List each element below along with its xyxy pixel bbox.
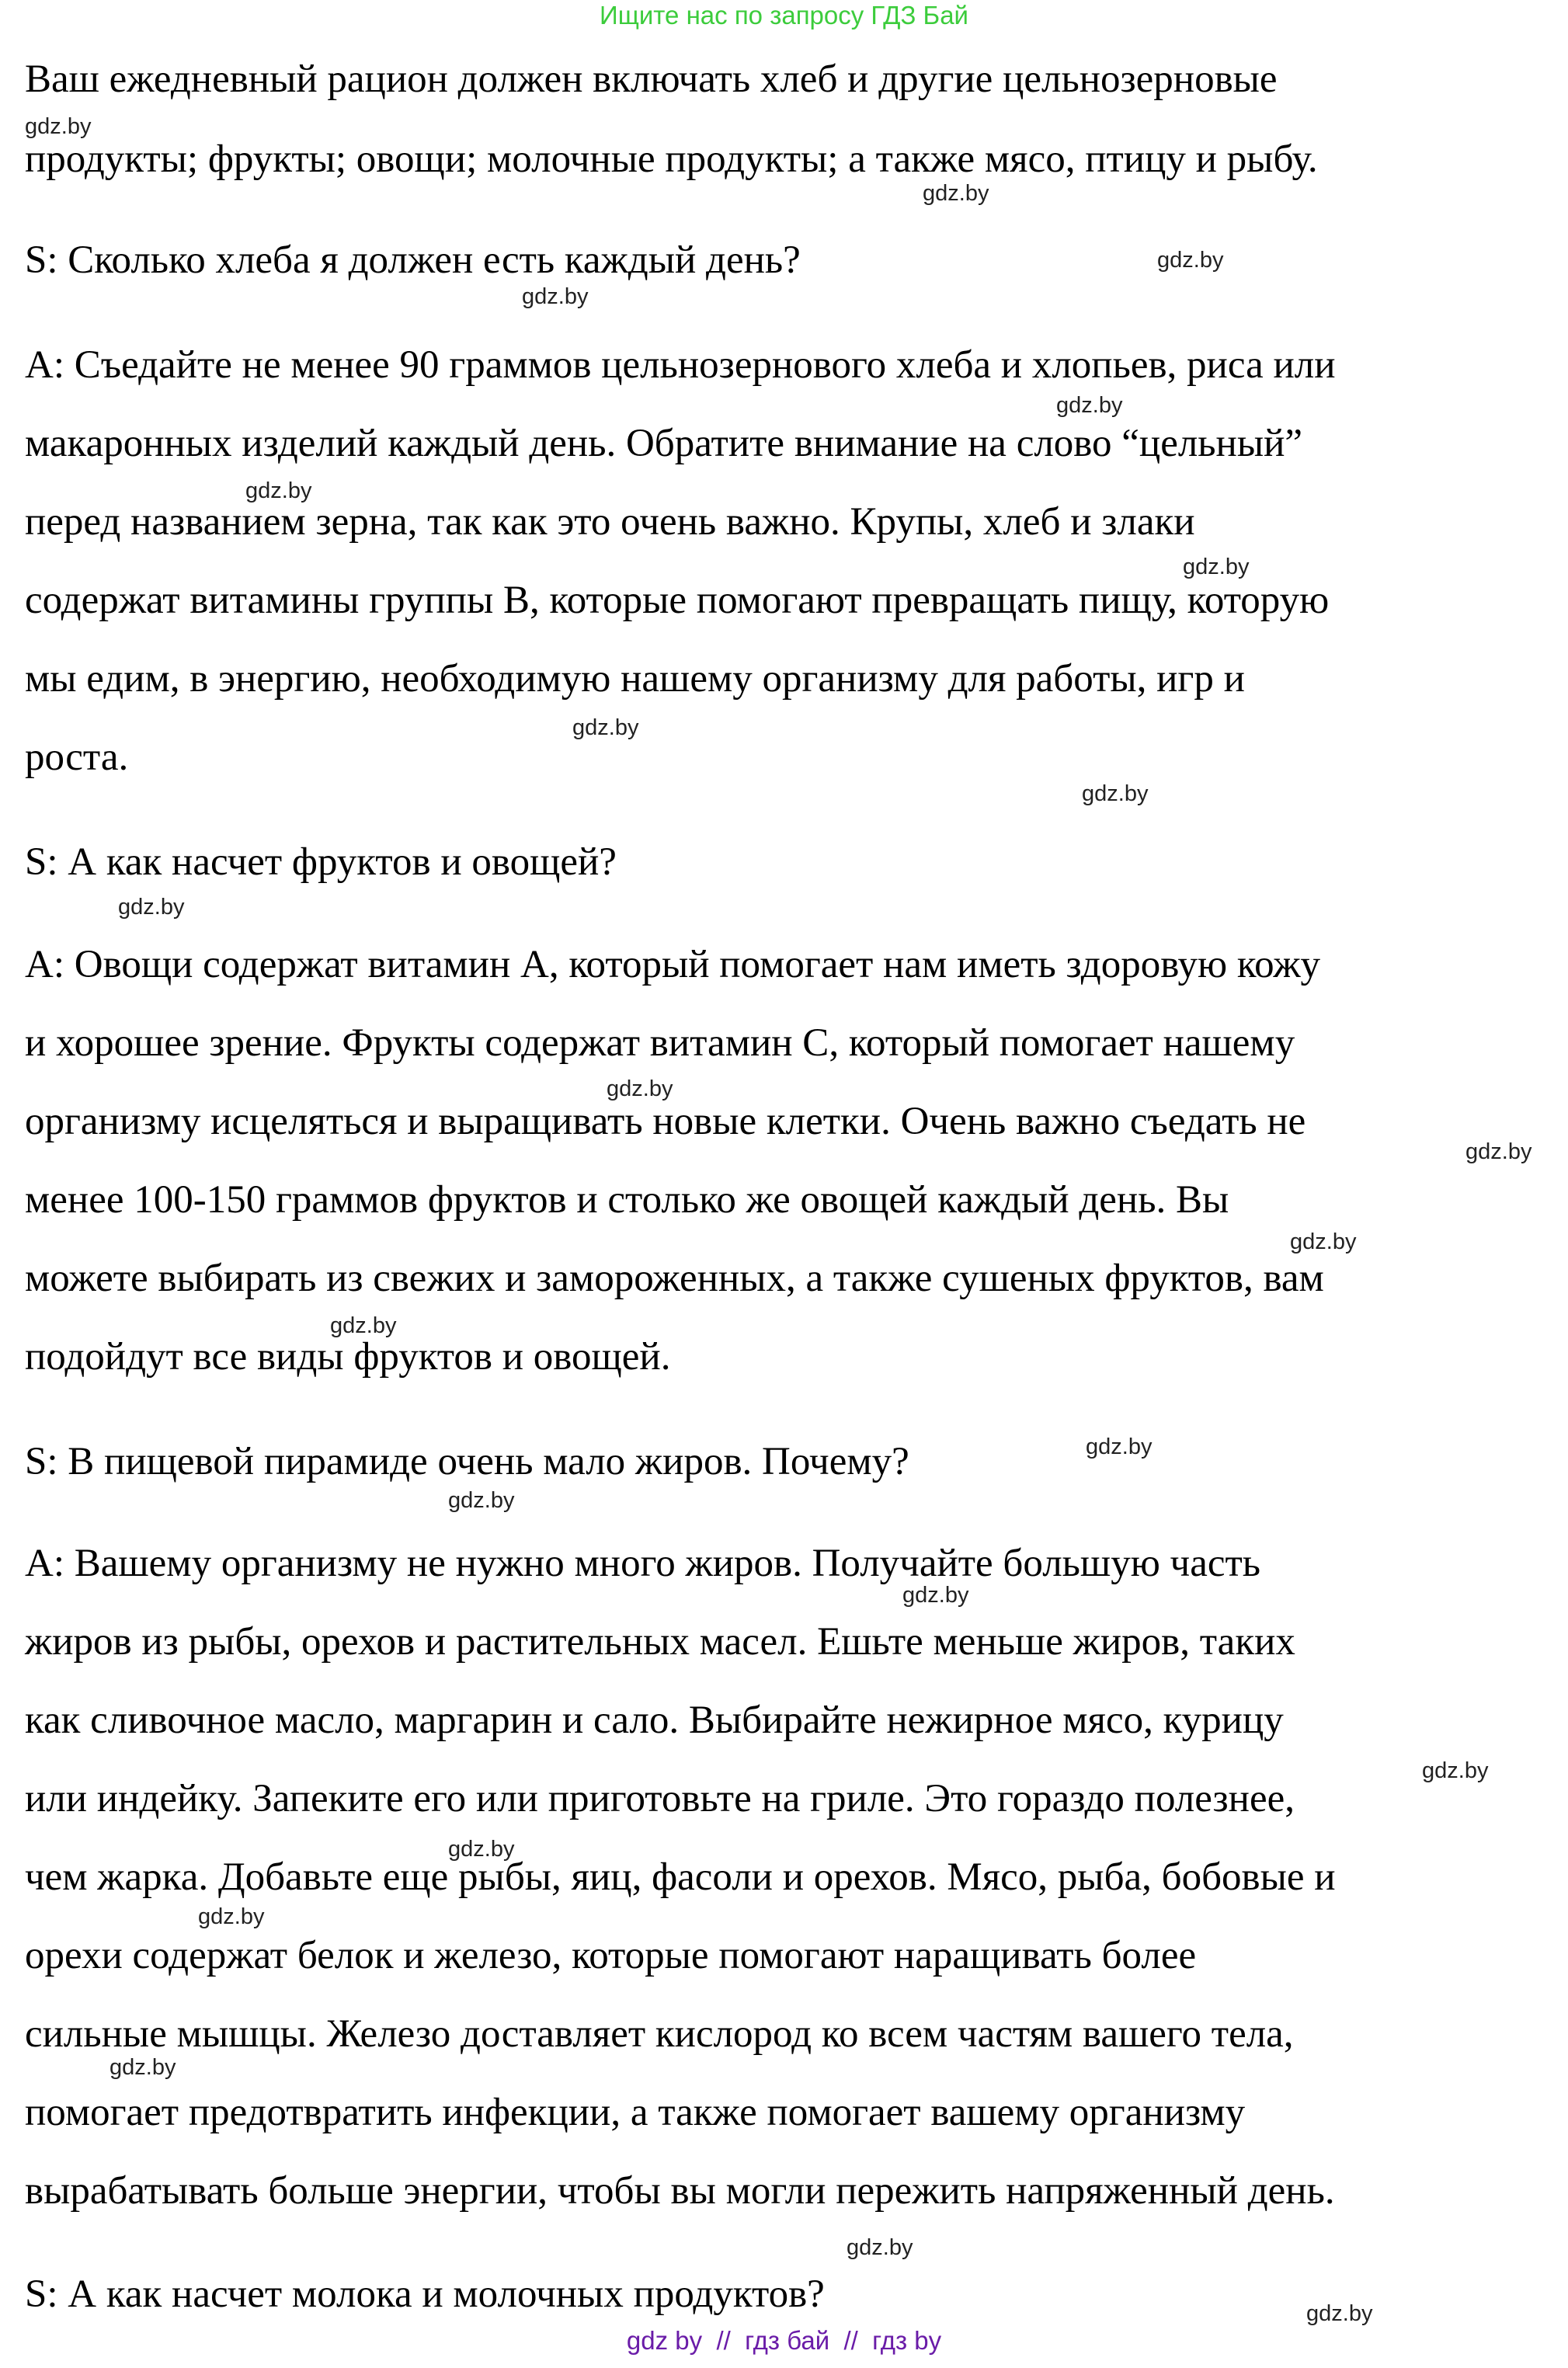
- answer-line: A: Съедайте не менее 90 граммов цельнозернового хлеба и хлопьев, риса или: [25, 343, 1336, 387]
- watermark: gdz.by: [607, 1076, 673, 1101]
- watermark: gdz.by: [448, 1837, 515, 1862]
- watermark: gdz.by: [198, 1904, 265, 1929]
- question-line: S: А как насчет молока и молочных продуктов?: [25, 2272, 825, 2316]
- text-line: мы едим, в энергию, необходимую нашему организму для работы, игр и: [25, 657, 1245, 701]
- watermark: gdz.by: [1290, 1229, 1357, 1254]
- text-line: Ваш ежедневный рацион должен включать хлеб и другие цельнозерновые: [25, 57, 1278, 101]
- text-line: макаронных изделий каждый день. Обратите внимание на слово “цельный”: [25, 422, 1303, 465]
- footer-links: gdz by // гдз бай // гдз by: [626, 2326, 942, 2355]
- question-line: S: В пищевой пирамиде очень мало жиров. Почему?: [25, 1440, 909, 1483]
- watermark: gdz.by: [1086, 1434, 1153, 1459]
- search-banner: Ищите нас по запросу ГДЗ Бай: [600, 1, 968, 30]
- question-line: S: А как насчет фруктов и овощей?: [25, 840, 617, 884]
- text-line: содержат витамины группы B, которые помогают превращать пищу, которую: [25, 579, 1330, 622]
- question-line: S: Сколько хлеба я должен есть каждый день?: [25, 238, 801, 282]
- watermark: gdz.by: [330, 1313, 397, 1338]
- text-line: или индейку. Запеките его или приготовьте на гриле. Это гораздо полезнее,: [25, 1777, 1295, 1820]
- text-line: организму исцеляться и выращивать новые клетки. Очень важно съедать не: [25, 1100, 1306, 1143]
- answer-line: A: Вашему организму не нужно много жиров. Получайте большую часть: [25, 1542, 1261, 1585]
- text-line: чем жарка. Добавьте еще рыбы, яиц, фасоли и орехов. Мясо, рыба, бобовые и: [25, 1855, 1336, 1899]
- text-line: менее 100-150 граммов фруктов и столько же овощей каждый день. Вы: [25, 1178, 1229, 1222]
- watermark: gdz.by: [25, 114, 92, 139]
- text-line: жиров из рыбы, орехов и растительных масел. Ешьте меньше жиров, таких: [25, 1620, 1295, 1664]
- text-line: продукты; фрукты; овощи; молочные продукты; а также мясо, птицу и рыбу.: [25, 137, 1318, 181]
- watermark: gdz.by: [1465, 1139, 1532, 1164]
- watermark: gdz.by: [1082, 781, 1149, 806]
- text-line: подойдут все виды фруктов и овощей.: [25, 1335, 671, 1379]
- text-line: можете выбирать из свежих и замороженных, а также сушеных фруктов, вам: [25, 1257, 1324, 1300]
- watermark: gdz.by: [902, 1583, 969, 1608]
- text-line: как сливочное масло, маргарин и сало. Выбирайте нежирное мясо, курицу: [25, 1699, 1284, 1742]
- text-line: роста.: [25, 735, 129, 779]
- watermark: gdz.by: [923, 181, 989, 206]
- text-line: помогает предотвратить инфекции, а также помогает вашему организму: [25, 2091, 1246, 2134]
- answer-line: A: Овощи содержат витамин А, который помогает нам иметь здоровую кожу: [25, 943, 1321, 986]
- text-line: сильные мышцы. Железо доставляет кислород ко всем частям вашего тела,: [25, 2012, 1294, 2056]
- watermark: gdz.by: [847, 2235, 913, 2260]
- watermark: gdz.by: [1056, 393, 1123, 418]
- watermark: gdz.by: [1422, 1758, 1489, 1783]
- watermark: gdz.by: [1183, 555, 1250, 579]
- watermark: gdz.by: [572, 715, 639, 740]
- text-line: орехи содержат белок и железо, которые помогают наращивать более: [25, 1934, 1197, 1977]
- watermark: gdz.by: [448, 1488, 515, 1513]
- watermark: gdz.by: [110, 2055, 176, 2080]
- text-line: и хорошее зрение. Фрукты содержат витамин С, который помогает нашему: [25, 1021, 1295, 1065]
- watermark: gdz.by: [1306, 2301, 1373, 2326]
- watermark: gdz.by: [118, 895, 185, 920]
- watermark: gdz.by: [1157, 248, 1224, 273]
- text-line: перед названием зерна, так как это очень важно. Крупы, хлеб и злаки: [25, 500, 1195, 544]
- watermark: gdz.by: [522, 284, 589, 309]
- text-line: вырабатывать больше энергии, чтобы вы могли пережить напряженный день.: [25, 2169, 1335, 2213]
- watermark: gdz.by: [245, 478, 312, 503]
